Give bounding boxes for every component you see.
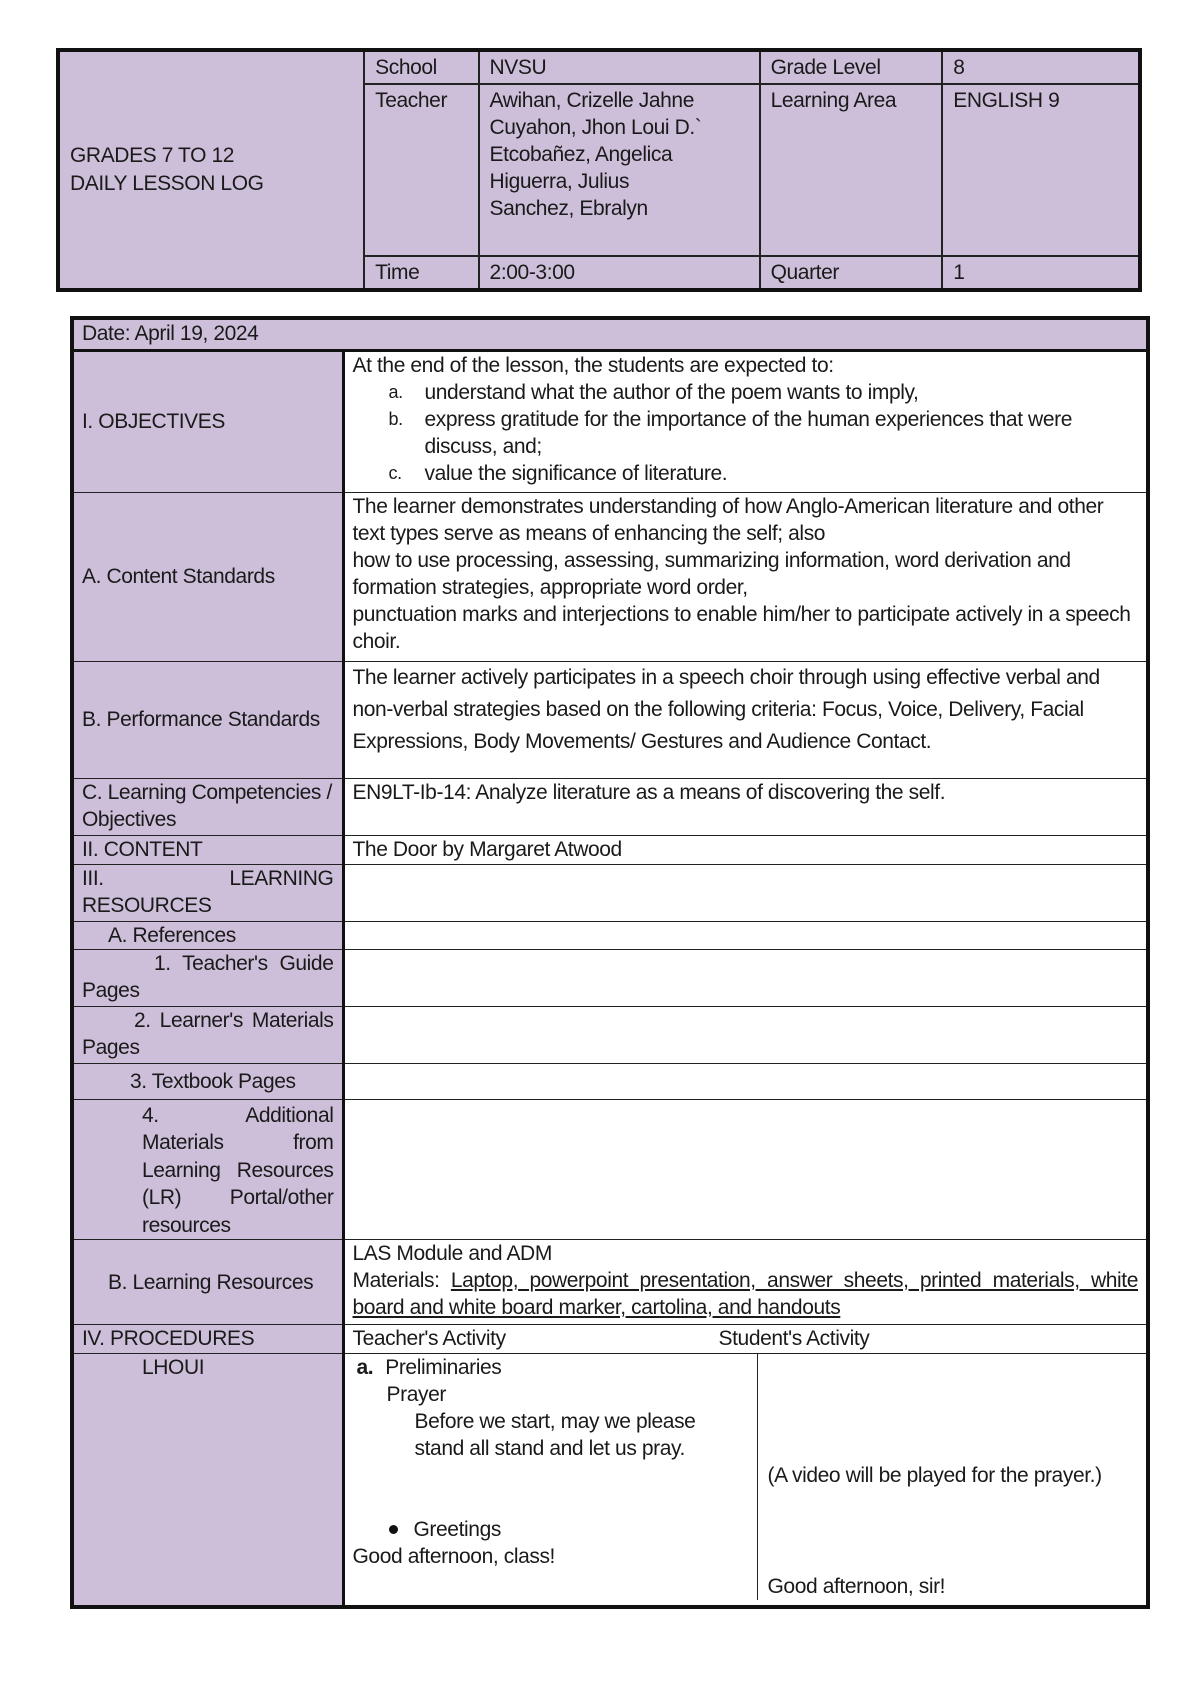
- content-standards-p3: punctuation marks and interjections to enable him/her to participate actively in a speech choir.: [352, 602, 1131, 653]
- greetings-item: Greetings: [353, 1516, 749, 1543]
- student-activity: [758, 1354, 1147, 1600]
- lr-materials: Materials: Laptop, powerpoint presentation, answer sheets, printed materials, white board and white board marker, cartolina, and handouts: [352, 1269, 1138, 1319]
- performance-standards-text: The learner actively participates in a speech choir through using effective verbal and non-verbal strategies based on the following criteria: Focus, Voice, Delivery, Facial Expressions, Body Movements/ Gestures and Audience Contact.: [343, 661, 1148, 778]
- textbook-pages-label: 3. Textbook Pages: [72, 1063, 343, 1099]
- quarter-value: 1: [942, 256, 1140, 290]
- grade-level-label: Grade Level: [760, 50, 943, 84]
- lesson-table: [70, 316, 1150, 1609]
- step-marker: a.: [356, 1356, 374, 1379]
- time-value: 2:00-3:00: [479, 256, 760, 290]
- quarter-label: Quarter: [760, 256, 943, 290]
- title-line2: DAILY LESSON LOG: [70, 172, 264, 195]
- content-standards-p1: The learner demonstrates understanding of how Anglo-American literature and other text types serve as means of enhancing the self; also: [352, 494, 1104, 545]
- content-standards-label: A. Content Standards: [72, 492, 343, 661]
- student-activity-header: Student's Activity: [718, 1327, 870, 1350]
- list-item: c. value the significance of literature.: [388, 461, 728, 485]
- teacher-greeting: Good afternoon, class!: [352, 1545, 555, 1568]
- school-label: School: [364, 50, 478, 84]
- learning-resources-heading: III. LEARNING RESOURCES: [72, 864, 343, 921]
- procedures-sublabel: LHOUI: [72, 1354, 343, 1607]
- learners-materials-label: 2. Learner's Materials Pages: [72, 1006, 343, 1063]
- competencies-text: EN9LT-Ib-14: Analyze literature as a means of discovering the self.: [343, 778, 1148, 835]
- prayer-instruction: Before we start, may we please stand all stand and let us pray.: [414, 1410, 696, 1460]
- content-text: The Door by Margaret Atwood: [343, 835, 1148, 864]
- procedures-label: IV. PROCEDURES: [72, 1325, 343, 1354]
- objectives-label: I. OBJECTIVES: [72, 350, 343, 492]
- learning-area-value: ENGLISH 9: [942, 84, 1140, 256]
- teacher-label: Teacher: [364, 84, 478, 256]
- teacher-name: Sanchez, Ebralyn: [489, 197, 648, 220]
- learning-area-label: Learning Area: [760, 84, 943, 256]
- learning-resources-cell: [343, 864, 1148, 921]
- b-learning-resources-label: B. Learning Resources: [72, 1240, 343, 1325]
- teacher-name: Cuyahon, Jhon Loui D.`: [489, 116, 702, 139]
- additional-materials-label: 4. Additional Materials from Learning Resources (LR) Portal/other resources: [72, 1099, 343, 1240]
- objectives-list: [389, 379, 1139, 487]
- performance-standards-label: B. Performance Standards: [72, 661, 343, 778]
- procedures-header: [343, 1325, 1148, 1354]
- teacher-activity: [345, 1354, 758, 1600]
- student-prayer: (A video will be played for the prayer.): [767, 1464, 1102, 1487]
- competencies-label: C. Learning Competencies / Objectives: [72, 778, 343, 835]
- content-standards-p2: how to use processing, assessing, summarizing information, word derivation and formation strategies, appropriate word order,: [352, 548, 1071, 599]
- grade-level-value: 8: [942, 50, 1140, 84]
- procedures-body: [343, 1354, 1148, 1607]
- header-table: [56, 48, 1142, 292]
- objectives-intro: At the end of the lesson, the students are expected to:: [352, 353, 834, 377]
- content-standards-text: [343, 492, 1148, 661]
- teacher-activity-header: Teacher's Activity: [352, 1327, 506, 1350]
- teacher-name: Awihan, Crizelle Jahne: [489, 89, 694, 112]
- title-line1: GRADES 7 TO 12: [70, 144, 235, 167]
- school-value: NVSU: [479, 50, 760, 84]
- time-label: Time: [364, 256, 478, 290]
- teacher-list: [479, 84, 760, 256]
- list-item: a. understand what the author of the poem wants to imply,: [388, 380, 919, 404]
- lr-modules: LAS Module and ADM: [352, 1242, 552, 1265]
- content-label: II. CONTENT: [72, 835, 343, 864]
- teacher-name: Higuerra, Julius: [489, 170, 630, 193]
- preliminaries-heading: Preliminaries: [385, 1356, 502, 1379]
- teachers-guide-label: 1. Teacher's Guide Pages: [72, 949, 343, 1006]
- objectives-content: [343, 350, 1148, 492]
- textbook-pages-cell: [343, 1063, 1148, 1099]
- list-item: b. express gratitude for the importance of the human experiences that were discuss, and;: [388, 407, 1072, 458]
- b-learning-resources-content: [343, 1240, 1148, 1325]
- prayer-heading: Prayer: [386, 1383, 446, 1406]
- student-greeting: Good afternoon, sir!: [767, 1575, 946, 1598]
- teacher-name: Etcobañez, Angelica: [489, 143, 673, 166]
- lesson-date: Date: April 19, 2024: [72, 318, 1148, 350]
- learners-materials-cell: [343, 1006, 1148, 1063]
- references-label: A. References: [72, 921, 343, 949]
- teachers-guide-cell: [343, 949, 1148, 1006]
- references-cell: [343, 921, 1148, 949]
- additional-materials-cell: [343, 1099, 1148, 1240]
- dll-title: [58, 50, 364, 290]
